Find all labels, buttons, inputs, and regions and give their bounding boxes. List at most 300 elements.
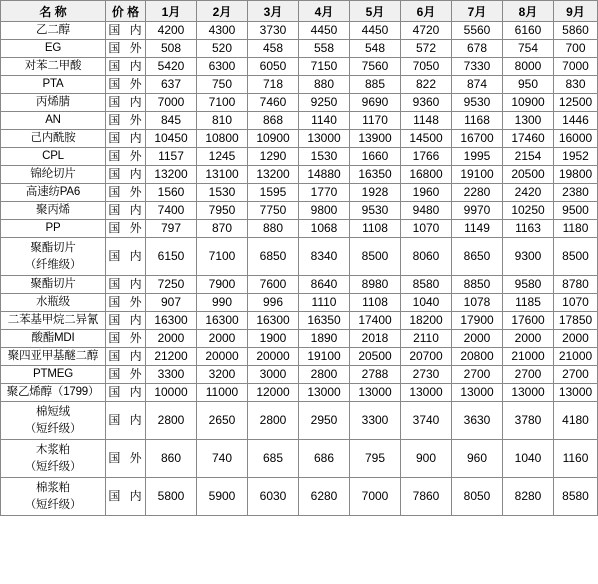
- price-cell: 548: [350, 40, 401, 58]
- product-name-line: PP: [45, 222, 61, 234]
- product-name: [1, 58, 106, 76]
- price-cell: 8980: [350, 276, 401, 294]
- product-name-line: （短纤级）: [24, 498, 82, 511]
- price-scope: 国 外: [106, 330, 146, 348]
- price-cell: 1300: [503, 112, 554, 130]
- price-scope: 国 内: [106, 58, 146, 76]
- price-cell: 1928: [350, 184, 401, 202]
- header-month: 5月: [350, 1, 401, 22]
- price-cell: 1140: [299, 112, 350, 130]
- price-cell: 1108: [350, 294, 401, 312]
- price-cell: 558: [299, 40, 350, 58]
- product-name: [1, 366, 106, 384]
- product-name: [1, 166, 106, 184]
- price-cell: 678: [452, 40, 503, 58]
- product-name: [1, 348, 106, 366]
- product-name-line: 酸酯MDI: [31, 332, 75, 344]
- product-name-line: 丙烯腈: [36, 96, 70, 108]
- price-cell: 637: [146, 76, 197, 94]
- price-cell: 19100: [452, 166, 503, 184]
- price-cell: 1770: [299, 184, 350, 202]
- header-category: 价 格: [106, 1, 146, 22]
- price-cell: 12500: [554, 94, 598, 112]
- price-cell: 874: [452, 76, 503, 94]
- table-row: [1, 58, 598, 76]
- price-cell: 2000: [197, 330, 248, 348]
- price-cell: 1560: [146, 184, 197, 202]
- product-name-line: 木浆粕: [36, 443, 70, 456]
- price-cell: 900: [401, 440, 452, 478]
- table-row: [1, 312, 598, 330]
- price-cell: 7100: [197, 238, 248, 276]
- product-name: [1, 478, 106, 516]
- price-cell: 880: [248, 220, 299, 238]
- product-name-line: AN: [45, 114, 61, 126]
- price-cell: 1149: [452, 220, 503, 238]
- price-cell: 740: [197, 440, 248, 478]
- product-name: [1, 440, 106, 478]
- product-name: [1, 76, 106, 94]
- price-cell: 3300: [146, 366, 197, 384]
- price-cell: 5860: [554, 22, 598, 40]
- header-month: 4月: [299, 1, 350, 22]
- price-cell: 885: [350, 76, 401, 94]
- price-cell: 9530: [350, 202, 401, 220]
- price-cell: 4200: [146, 22, 197, 40]
- price-cell: 9800: [299, 202, 350, 220]
- price-cell: 16300: [248, 312, 299, 330]
- table-row: [1, 112, 598, 130]
- price-cell: 1108: [350, 220, 401, 238]
- product-name: [1, 402, 106, 440]
- price-scope: 国 外: [106, 112, 146, 130]
- header-month: 2月: [197, 1, 248, 22]
- price-cell: 750: [197, 76, 248, 94]
- product-name: [1, 112, 106, 130]
- price-cell: 13000: [299, 130, 350, 148]
- price-cell: 4450: [299, 22, 350, 40]
- price-cell: 19800: [554, 166, 598, 184]
- price-cell: 880: [299, 76, 350, 94]
- price-scope: 国 外: [106, 294, 146, 312]
- price-cell: 13200: [248, 166, 299, 184]
- price-cell: 20500: [350, 348, 401, 366]
- price-cell: 5420: [146, 58, 197, 76]
- price-cell: 9580: [503, 276, 554, 294]
- price-cell: 7050: [401, 58, 452, 76]
- price-cell: 1163: [503, 220, 554, 238]
- price-cell: 1530: [197, 184, 248, 202]
- price-cell: 8580: [401, 276, 452, 294]
- table-row: [1, 294, 598, 312]
- price-cell: 2154: [503, 148, 554, 166]
- price-cell: 3200: [197, 366, 248, 384]
- price-cell: 7950: [197, 202, 248, 220]
- price-cell: 1148: [401, 112, 452, 130]
- product-name-line: 聚四亚甲基醚二醇: [7, 350, 99, 362]
- price-cell: 8000: [503, 58, 554, 76]
- price-cell: 8060: [401, 238, 452, 276]
- price-cell: 17600: [503, 312, 554, 330]
- price-cell: 1245: [197, 148, 248, 166]
- price-cell: 1960: [401, 184, 452, 202]
- price-cell: 960: [452, 440, 503, 478]
- price-cell: 2000: [554, 330, 598, 348]
- price-cell: 20700: [401, 348, 452, 366]
- price-cell: 13200: [146, 166, 197, 184]
- price-cell: 822: [401, 76, 452, 94]
- product-name-line: 棉短绒: [36, 405, 70, 418]
- price-cell: 797: [146, 220, 197, 238]
- header-name: 名 称: [1, 1, 106, 22]
- price-scope: 国 内: [106, 130, 146, 148]
- price-cell: 11000: [197, 384, 248, 402]
- price-cell: 8640: [299, 276, 350, 294]
- price-cell: 14880: [299, 166, 350, 184]
- price-cell: 9690: [350, 94, 401, 112]
- price-cell: 8650: [452, 238, 503, 276]
- price-cell: 10800: [197, 130, 248, 148]
- price-cell: 754: [503, 40, 554, 58]
- product-name: [1, 330, 106, 348]
- price-cell: 1952: [554, 148, 598, 166]
- price-cell: 6850: [248, 238, 299, 276]
- price-cell: 2950: [299, 402, 350, 440]
- table-row: [1, 94, 598, 112]
- price-cell: 870: [197, 220, 248, 238]
- price-scope: 国 内: [106, 202, 146, 220]
- price-cell: 21000: [554, 348, 598, 366]
- price-cell: 860: [146, 440, 197, 478]
- price-cell: 1890: [299, 330, 350, 348]
- price-cell: 13000: [503, 384, 554, 402]
- product-name-line: 聚乙烯醇（1799）: [6, 386, 100, 398]
- price-cell: 13000: [401, 384, 452, 402]
- price-cell: 16300: [197, 312, 248, 330]
- product-name-line: 锦纶切片: [30, 168, 76, 180]
- price-cell: 3630: [452, 402, 503, 440]
- product-name-line: 聚酯切片: [30, 278, 76, 290]
- price-cell: 20000: [248, 348, 299, 366]
- price-cell: 21200: [146, 348, 197, 366]
- table-row: [1, 330, 598, 348]
- product-name-line: （短纤级）: [24, 460, 82, 473]
- table-row: [1, 276, 598, 294]
- price-cell: 1070: [401, 220, 452, 238]
- product-name-line: 己内酰胺: [30, 132, 76, 144]
- product-name: [1, 40, 106, 58]
- price-cell: 830: [554, 76, 598, 94]
- price-cell: 4720: [401, 22, 452, 40]
- price-cell: 14500: [401, 130, 452, 148]
- price-cell: 17850: [554, 312, 598, 330]
- price-cell: 9500: [554, 202, 598, 220]
- price-cell: 7100: [197, 94, 248, 112]
- price-cell: 6160: [503, 22, 554, 40]
- table-row: [1, 184, 598, 202]
- price-cell: 8780: [554, 276, 598, 294]
- table-row: [1, 166, 598, 184]
- price-cell: 3740: [401, 402, 452, 440]
- price-cell: 1110: [299, 294, 350, 312]
- price-cell: 13000: [299, 384, 350, 402]
- price-cell: 718: [248, 76, 299, 94]
- price-cell: 10000: [146, 384, 197, 402]
- table-row: [1, 238, 598, 276]
- product-name: [1, 384, 106, 402]
- price-cell: 16350: [299, 312, 350, 330]
- product-name: [1, 312, 106, 330]
- price-scope: 国 内: [106, 312, 146, 330]
- header-row: [1, 1, 598, 22]
- price-cell: 572: [401, 40, 452, 58]
- product-name-line: 乙二醇: [36, 24, 70, 36]
- price-cell: 3780: [503, 402, 554, 440]
- price-cell: 1900: [248, 330, 299, 348]
- table-row: [1, 478, 598, 516]
- table-row: [1, 202, 598, 220]
- price-cell: 2800: [299, 366, 350, 384]
- price-cell: 5900: [197, 478, 248, 516]
- price-cell: 1660: [350, 148, 401, 166]
- price-cell: 7860: [401, 478, 452, 516]
- price-cell: 2280: [452, 184, 503, 202]
- price-cell: 16000: [554, 130, 598, 148]
- price-cell: 16700: [452, 130, 503, 148]
- product-name: [1, 294, 106, 312]
- price-cell: 3730: [248, 22, 299, 40]
- price-scope: 国 外: [106, 440, 146, 478]
- price-cell: 7000: [554, 58, 598, 76]
- price-scope: 国 内: [106, 238, 146, 276]
- product-name: [1, 276, 106, 294]
- price-scope: 国 外: [106, 366, 146, 384]
- price-cell: 13100: [197, 166, 248, 184]
- price-cell: 2380: [554, 184, 598, 202]
- price-cell: 2000: [146, 330, 197, 348]
- price-cell: 10450: [146, 130, 197, 148]
- price-cell: 7000: [146, 94, 197, 112]
- header-month: 9月: [554, 1, 598, 22]
- price-cell: 13000: [452, 384, 503, 402]
- price-cell: 1180: [554, 220, 598, 238]
- price-cell: 7900: [197, 276, 248, 294]
- price-cell: 2420: [503, 184, 554, 202]
- price-cell: 2000: [452, 330, 503, 348]
- price-cell: 508: [146, 40, 197, 58]
- price-cell: 4180: [554, 402, 598, 440]
- product-name-line: 聚酯切片: [30, 241, 76, 254]
- price-cell: 18200: [401, 312, 452, 330]
- price-cell: 21000: [503, 348, 554, 366]
- price-cell: 8500: [554, 238, 598, 276]
- price-cell: 2788: [350, 366, 401, 384]
- product-name-line: 高速纺PA6: [25, 186, 81, 198]
- price-cell: 4450: [350, 22, 401, 40]
- price-cell: 8340: [299, 238, 350, 276]
- price-cell: 9970: [452, 202, 503, 220]
- price-cell: 1595: [248, 184, 299, 202]
- price-cell: 2700: [452, 366, 503, 384]
- price-scope: 国 外: [106, 40, 146, 58]
- table-row: [1, 130, 598, 148]
- price-cell: 686: [299, 440, 350, 478]
- price-cell: 7750: [248, 202, 299, 220]
- price-cell: 2110: [401, 330, 452, 348]
- price-cell: 17460: [503, 130, 554, 148]
- price-cell: 685: [248, 440, 299, 478]
- price-scope: 国 内: [106, 94, 146, 112]
- price-cell: 1078: [452, 294, 503, 312]
- price-cell: 7250: [146, 276, 197, 294]
- price-cell: 6280: [299, 478, 350, 516]
- product-name: [1, 94, 106, 112]
- price-cell: 1070: [554, 294, 598, 312]
- price-scope: 国 内: [106, 478, 146, 516]
- table-row: [1, 148, 598, 166]
- price-cell: 990: [197, 294, 248, 312]
- price-cell: 2000: [503, 330, 554, 348]
- table-row: [1, 220, 598, 238]
- price-cell: 6030: [248, 478, 299, 516]
- price-cell: 7330: [452, 58, 503, 76]
- price-cell: 16300: [146, 312, 197, 330]
- price-cell: 16350: [350, 166, 401, 184]
- price-cell: 8580: [554, 478, 598, 516]
- price-cell: 6300: [197, 58, 248, 76]
- price-cell: 13000: [350, 384, 401, 402]
- price-cell: 2800: [146, 402, 197, 440]
- product-name-line: 聚丙烯: [36, 204, 70, 216]
- price-cell: 1185: [503, 294, 554, 312]
- product-name-line: （短纤级）: [24, 422, 82, 435]
- table-row: [1, 40, 598, 58]
- header-month: 8月: [503, 1, 554, 22]
- price-cell: 2700: [503, 366, 554, 384]
- price-cell: 16800: [401, 166, 452, 184]
- price-cell: 17400: [350, 312, 401, 330]
- table-row: [1, 366, 598, 384]
- price-cell: 1995: [452, 148, 503, 166]
- price-cell: 1040: [503, 440, 554, 478]
- price-cell: 20800: [452, 348, 503, 366]
- product-name-line: 二苯基甲烷二异氰: [7, 314, 99, 326]
- price-scope: 国 内: [106, 166, 146, 184]
- price-cell: 6050: [248, 58, 299, 76]
- price-scope: 国 外: [106, 148, 146, 166]
- product-name: [1, 238, 106, 276]
- price-cell: 1068: [299, 220, 350, 238]
- price-cell: 3000: [248, 366, 299, 384]
- header-month: 3月: [248, 1, 299, 22]
- header-month: 7月: [452, 1, 503, 22]
- table-row: [1, 76, 598, 94]
- price-cell: 12000: [248, 384, 299, 402]
- price-cell: 5800: [146, 478, 197, 516]
- price-cell: 7150: [299, 58, 350, 76]
- price-cell: 9300: [503, 238, 554, 276]
- price-cell: 2018: [350, 330, 401, 348]
- price-cell: 795: [350, 440, 401, 478]
- price-cell: 7000: [350, 478, 401, 516]
- price-cell: 950: [503, 76, 554, 94]
- price-cell: 7460: [248, 94, 299, 112]
- price-cell: 1170: [350, 112, 401, 130]
- price-cell: 1168: [452, 112, 503, 130]
- price-cell: 3300: [350, 402, 401, 440]
- price-cell: 13900: [350, 130, 401, 148]
- header-month: 1月: [146, 1, 197, 22]
- table-row: [1, 348, 598, 366]
- price-cell: 1446: [554, 112, 598, 130]
- price-cell: 10900: [503, 94, 554, 112]
- price-cell: 13000: [554, 384, 598, 402]
- price-cell: 1290: [248, 148, 299, 166]
- price-cell: 520: [197, 40, 248, 58]
- product-name-line: （纤维级）: [24, 258, 82, 271]
- price-cell: 4300: [197, 22, 248, 40]
- price-scope: 国 外: [106, 220, 146, 238]
- product-name: [1, 202, 106, 220]
- product-name-line: 对苯二甲酸: [24, 60, 82, 72]
- price-cell: 810: [197, 112, 248, 130]
- price-cell: 10900: [248, 130, 299, 148]
- price-scope: 国 内: [106, 276, 146, 294]
- price-scope: 国 外: [106, 76, 146, 94]
- table-row: [1, 440, 598, 478]
- price-cell: 19100: [299, 348, 350, 366]
- price-cell: 2700: [554, 366, 598, 384]
- price-cell: 9250: [299, 94, 350, 112]
- product-name-line: EG: [44, 42, 62, 54]
- price-cell: 1766: [401, 148, 452, 166]
- price-cell: 10250: [503, 202, 554, 220]
- product-name: [1, 184, 106, 202]
- price-scope: 国 内: [106, 348, 146, 366]
- price-cell: 8500: [350, 238, 401, 276]
- price-cell: 9360: [401, 94, 452, 112]
- price-cell: 2650: [197, 402, 248, 440]
- price-cell: 868: [248, 112, 299, 130]
- price-cell: 2800: [248, 402, 299, 440]
- price-cell: 996: [248, 294, 299, 312]
- product-name: [1, 130, 106, 148]
- table-row: [1, 384, 598, 402]
- product-name-line: PTA: [42, 78, 64, 90]
- price-cell: 7560: [350, 58, 401, 76]
- price-cell: 1530: [299, 148, 350, 166]
- product-name-line: 水瓶级: [36, 296, 70, 308]
- product-name: [1, 220, 106, 238]
- price-cell: 6150: [146, 238, 197, 276]
- product-name-line: 棉浆粕: [36, 481, 70, 494]
- table-row: [1, 22, 598, 40]
- price-cell: 2730: [401, 366, 452, 384]
- price-cell: 700: [554, 40, 598, 58]
- price-cell: 5560: [452, 22, 503, 40]
- price-cell: 17900: [452, 312, 503, 330]
- price-cell: 907: [146, 294, 197, 312]
- price-scope: 国 内: [106, 384, 146, 402]
- price-cell: 9480: [401, 202, 452, 220]
- price-cell: 8850: [452, 276, 503, 294]
- price-cell: 9530: [452, 94, 503, 112]
- product-name-line: PTMEG: [33, 368, 73, 380]
- price-cell: 458: [248, 40, 299, 58]
- price-cell: 8050: [452, 478, 503, 516]
- product-name-line: CPL: [42, 150, 64, 162]
- price-cell: 1160: [554, 440, 598, 478]
